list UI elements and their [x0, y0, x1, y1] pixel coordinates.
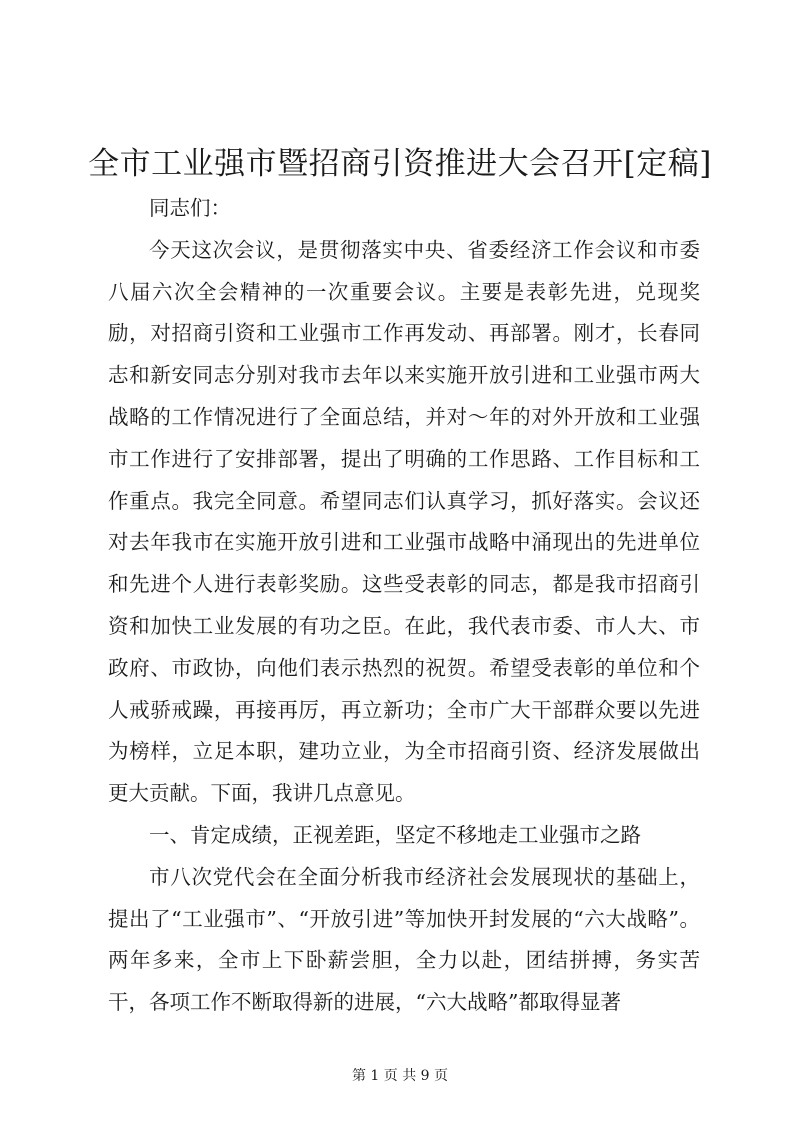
salutation: 同志们： [149, 196, 231, 220]
document-body [108, 188, 700, 1024]
paragraph-opening: 今天这次会议，是贯彻落实中央、省委经济工作会议和市委八届六次全会精神的一次重要会议。主要是表彰先进，兑现奖励，对招商引资和工业强市工作再发动、再部署。刚才，长春同志和新安同志分别对我市去年以来实施开放引进和工业强市两大战略的工作情况进行了全面总结，并对～年的对外开放和工业强市工作进行了安排部署，提出了明确的工作思路、工作目标和工作重点。我完全同意。希望同志们认真学习，抓好落实。会议还对去年我市在实施开放引进和工业强市战略中涌现出的先进单位和先进个人进行表彰奖励。这些受表彰的同志，都是我市招商引资和加快工业发展的有功之臣。在此，我代表市委、市人大、市政府、市政协，向他们表示热烈的祝贺。希望受表彰的单位和个人戒骄戒躁，再接再厉，再立新功；全市广大干部群众要以先进为榜样，立足本职，建功立业，为全市招商引资、经济发展做出更大贡献。下面，我讲几点意见。 [108, 237, 700, 806]
document-title: 全市工业强市暨招商引资推进大会召开[定稿] [88, 146, 712, 182]
paragraph-section-1: 市八次党代会在全面分析我市经济社会发展现状的基础上，提出了“工业强市”、“开放引进”等加快开封发展的“六大战略”。两年多来，全市上下卧薪尝胆，全力以赴，团结拼搏，务实苦干，各项工作不断取得新的进展，“六大战略”都取得显著 [108, 864, 700, 1015]
section-heading-1: 一、肯定成绩，正视差距，坚定不移地走工业强市之路 [149, 822, 641, 847]
page-footer: 第 1 页 共 9 页 [351, 1068, 449, 1084]
